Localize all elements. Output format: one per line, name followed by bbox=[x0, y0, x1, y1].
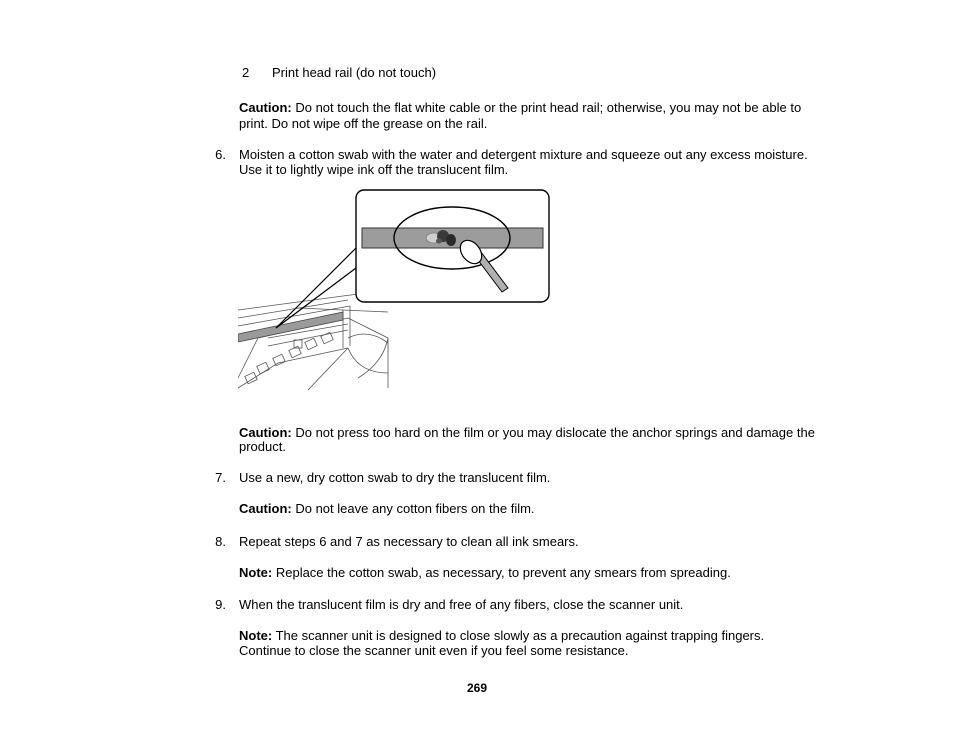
caution-label: Caution: bbox=[239, 501, 292, 516]
caution-pressure bbox=[239, 425, 815, 440]
caution-text: Do not press too hard on the film or you may dislocate the anchor springs and damage the bbox=[295, 425, 815, 440]
step-text: Use a new, dry cotton swab to dry the translucent film. bbox=[239, 470, 551, 485]
caution-pressure-line2: product. bbox=[239, 439, 286, 454]
caution-print-head bbox=[239, 100, 801, 115]
page-number: 269 bbox=[466, 681, 488, 695]
note-swab bbox=[239, 565, 731, 580]
caution-label: Caution: bbox=[239, 425, 292, 440]
note-scanner bbox=[239, 628, 764, 643]
legend-text: Print head rail (do not touch) bbox=[272, 65, 437, 80]
note-label: Note: bbox=[239, 628, 273, 643]
step-text: When the translucent film is dry and free of any fibers, close the scanner unit. bbox=[239, 597, 684, 612]
caution-fibers bbox=[239, 501, 535, 516]
step-number: 9. bbox=[215, 597, 226, 612]
step-number: 8. bbox=[215, 534, 226, 549]
legend-number: 2 bbox=[242, 65, 250, 80]
step-number: 6. bbox=[215, 147, 226, 162]
step-number: 7. bbox=[215, 470, 226, 485]
note-scanner-line2: Continue to close the scanner unit even if you feel some resistance. bbox=[239, 643, 629, 658]
caution-label: Caution: bbox=[239, 100, 292, 115]
note-text: The scanner unit is designed to close slowly as a precaution against trapping fingers. bbox=[275, 628, 765, 643]
note-label: Note: bbox=[239, 565, 273, 580]
step-text: Moisten a cotton swab with the water and detergent mixture and squeeze out any excess moisture. bbox=[239, 147, 808, 162]
note-text: Replace the cotton swab, as necessary, to prevent any smears from spreading. bbox=[275, 565, 731, 580]
cleaning-illustration bbox=[238, 188, 554, 394]
swab-cleaning-diagram bbox=[238, 188, 554, 394]
step-text: Repeat steps 6 and 7 as necessary to clean all ink smears. bbox=[239, 534, 579, 549]
caution-text: Do not leave any cotton fibers on the film. bbox=[295, 501, 535, 516]
caution-print-head-line2: print. Do not wipe off the grease on the rail. bbox=[239, 116, 488, 131]
step-text-line2: Use it to lightly wipe ink off the translucent film. bbox=[239, 162, 509, 177]
caution-text: Do not touch the flat white cable or the print head rail; otherwise, you may not be able to bbox=[295, 100, 802, 115]
